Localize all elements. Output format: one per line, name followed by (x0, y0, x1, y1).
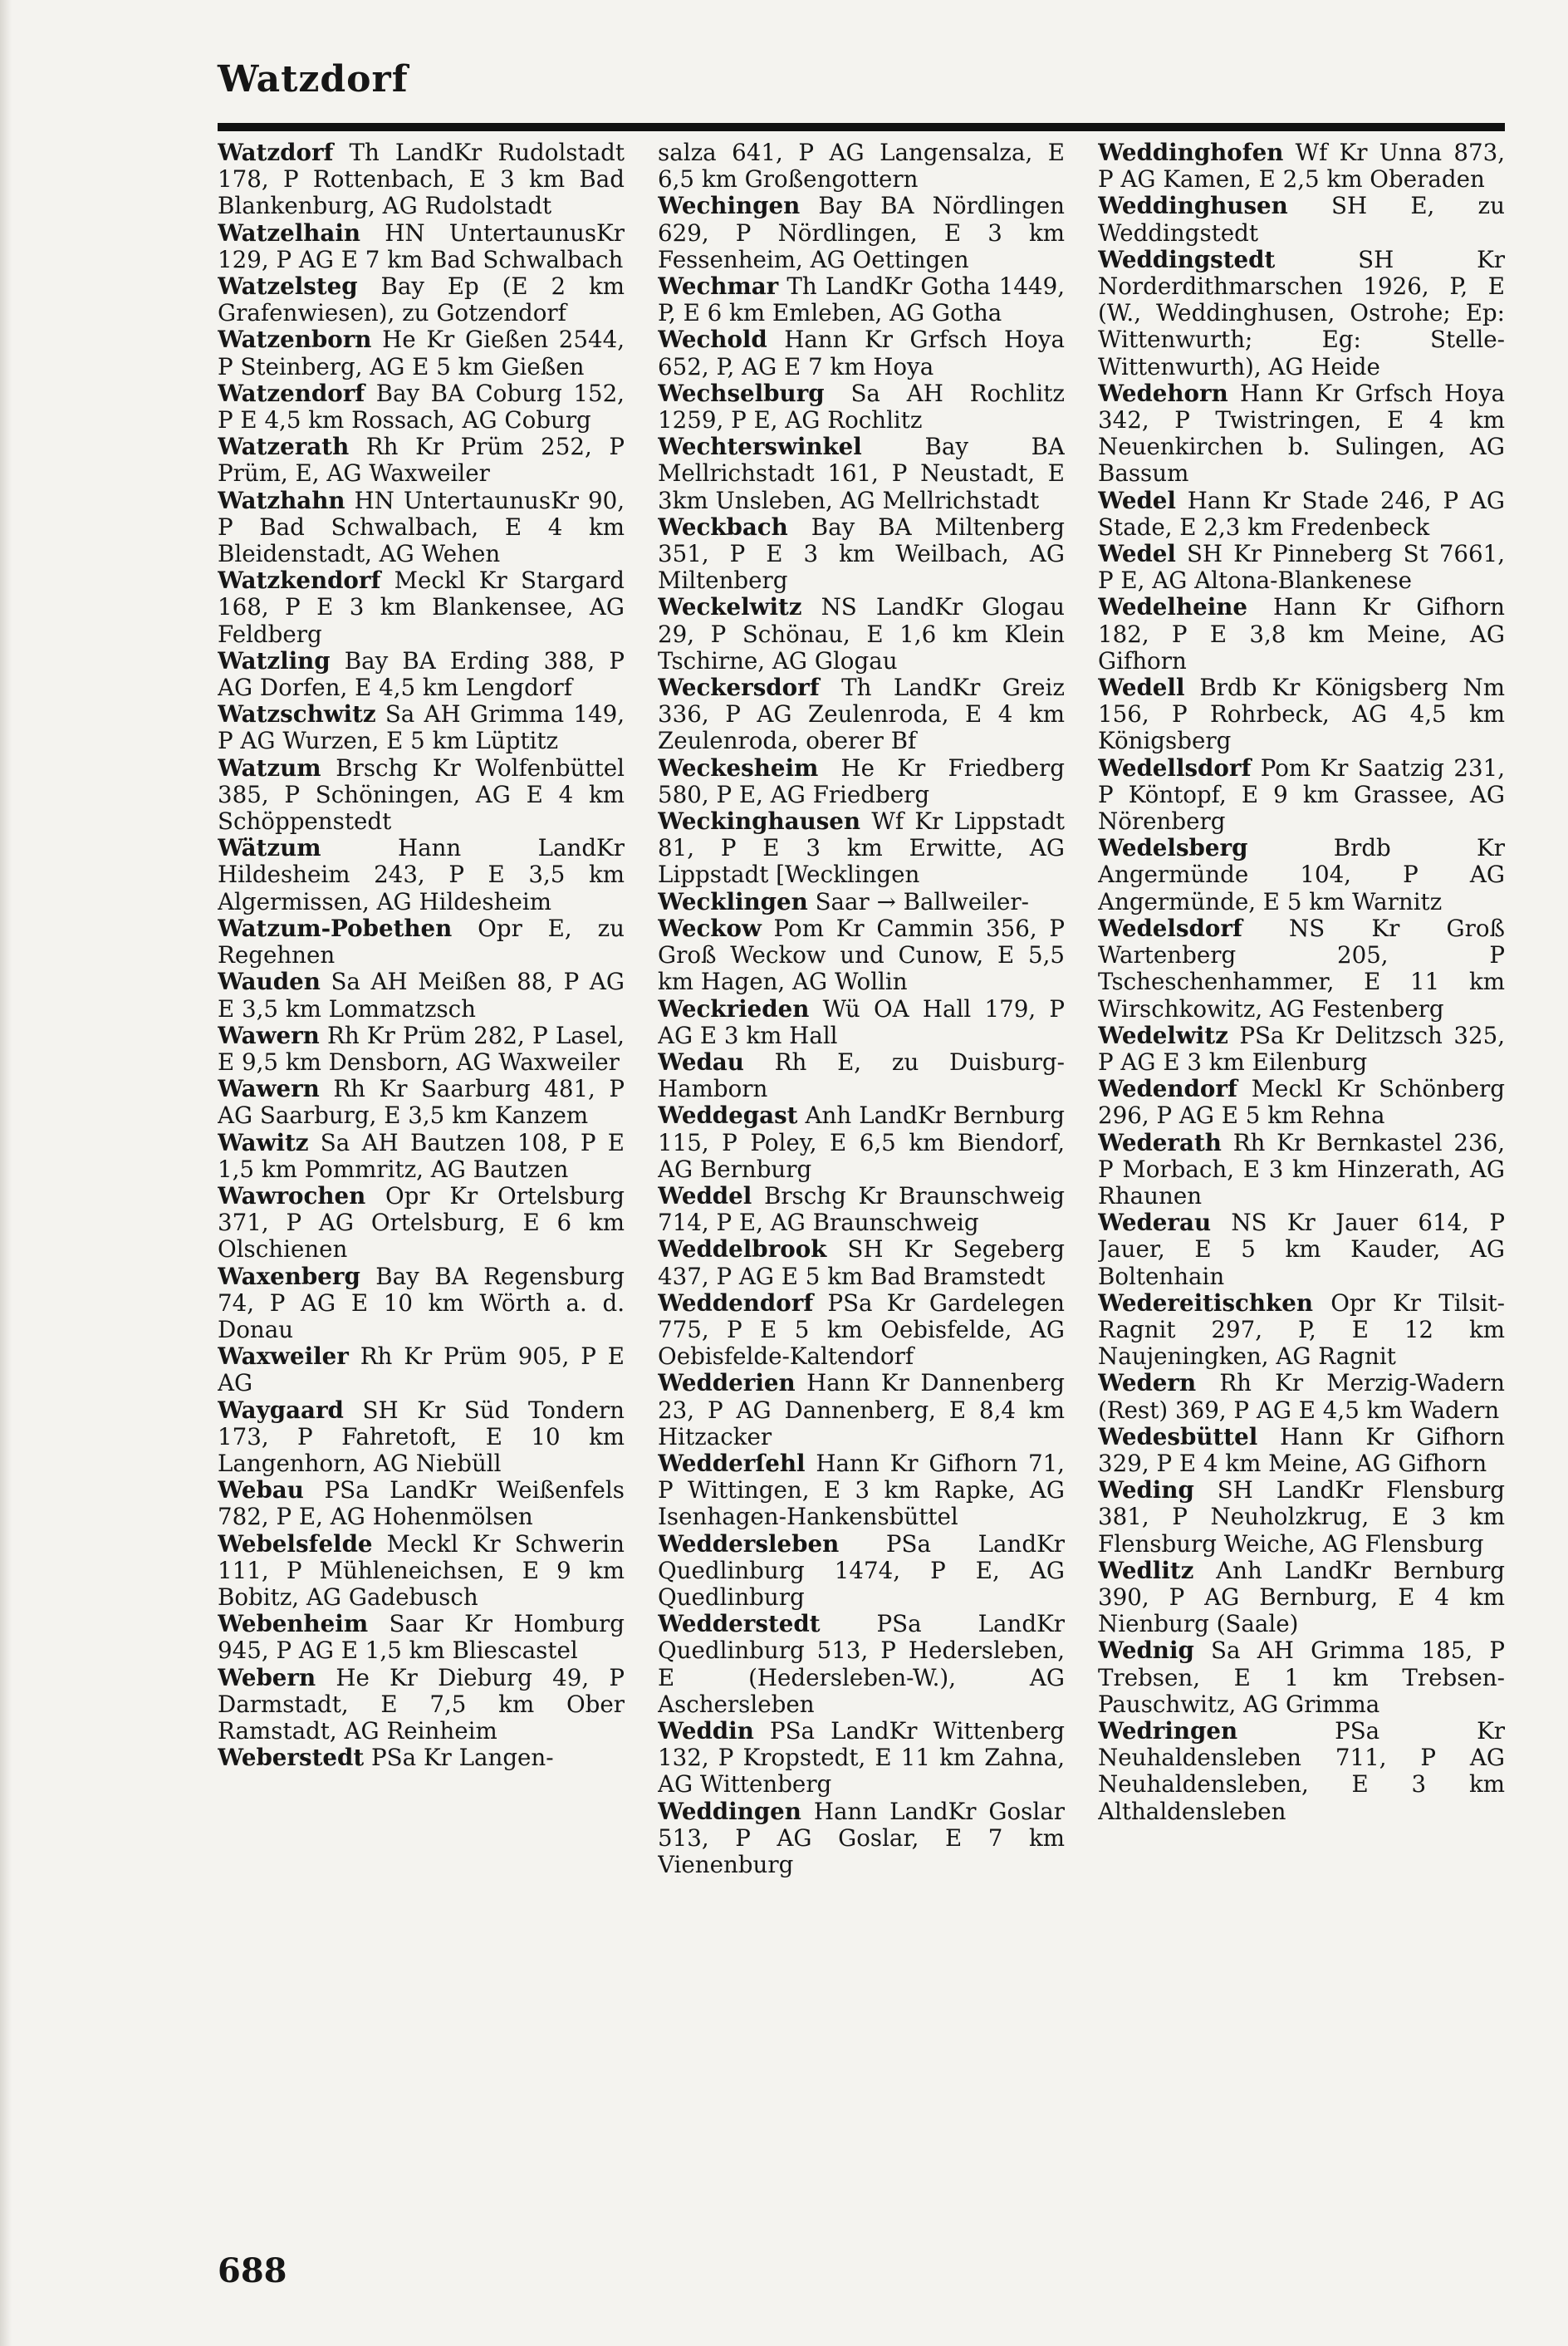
gazetteer-entry (1098, 541, 1505, 594)
entry-details: He Kr Gießen 2544, P Steinberg, AG E 5 km Gießen (218, 326, 625, 380)
entry-details: Bay BA Erding 388, P AG Dorfen, E 4,5 km Lengdorf (218, 646, 625, 702)
entry-details: Hann Kr Stade 246, P AG Stade, E 2,3 km Fredenbeck (1098, 486, 1505, 541)
entry-details: He Kr Friedberg 580, P E, AG Friedberg (658, 753, 1065, 808)
entry-details: Wf Kr Lippstadt 81, P E 3 km Erwitte, AG Lippstadt [Wecklingen (658, 807, 1065, 889)
entry-details: Hann LandKr Hildesheim 243, P E 3,5 km Algermissen, AG Hildesheim (218, 834, 625, 915)
entry-details: Meckl Kr Schwerin 111, P Mühleneichsen, E 9 km Bobitz, AG Gadebusch (218, 1529, 625, 1611)
gazetteer-entry (658, 514, 1065, 595)
entry-details: Sa AH Grimma 185, P Trebsen, E 1 km Trebsen-Pauschwitz, AG Grimma (1098, 1637, 1505, 1718)
gazetteer-entry (658, 889, 1065, 915)
gazetteer-entry (218, 1745, 625, 1771)
entry-headword: Wedel (1098, 540, 1176, 568)
gazetteer-entry (218, 1183, 625, 1264)
gazetteer-entry (658, 915, 1065, 996)
gazetteer-entry (1098, 675, 1505, 755)
gazetteer-entry (1098, 380, 1505, 488)
gazetteer-entry (1098, 1424, 1505, 1477)
gazetteer-entry (658, 1290, 1065, 1371)
entry-details: Th LandKr Rudolstadt 178, P Rottenbach, E 3 km Bad Blankenburg, AG Rudolstadt (218, 140, 625, 220)
entry-headword: Wawern (218, 1021, 320, 1049)
entry-details: Meckl Kr Schönberg 296, P AG E 5 km Rehna (1098, 1075, 1505, 1130)
gazetteer-entry (218, 755, 625, 836)
gazetteer-entry (1098, 193, 1505, 246)
entry-details: Anh LandKr Bernburg 390, P AG Bernburg, E 4 km Nienburg (Saale) (1098, 1556, 1505, 1638)
entry-details: Hann Kr Gifhorn 182, P E 3,8 km Meine, AG Gifhorn (1098, 593, 1505, 675)
entry-details: HN UntertaunusKr 129, P AG E 7 km Bad Schwalbach (218, 218, 625, 273)
gazetteer-entry (1098, 140, 1505, 193)
entry-headword: Wedellsdorf (1098, 753, 1252, 782)
entry-details: Hann Kr Gifhorn 329, P E 4 km Meine, AG Gifhorn (1098, 1422, 1505, 1477)
entry-headword: Wederath (1098, 1128, 1222, 1156)
entry-headword: Wawrochen (218, 1181, 366, 1210)
gazetteer-entry (1098, 835, 1505, 915)
entry-headword: Wecklingen (658, 887, 808, 915)
entry-headword: Weddin (658, 1716, 754, 1745)
entry-details: PSa LandKr Quedlinburg 513, P Hedersleben, E (Hedersleben-W.), AG Aschersleben (658, 1610, 1065, 1718)
entry-details: Sa AH Rochlitz 1259, P E, AG Rochlitz (658, 379, 1065, 434)
entry-headword: Weddegast (658, 1102, 798, 1130)
entry-headword: Watzerath (218, 433, 350, 461)
entry-details: Pom Kr Cammin 356, P Groß Weckow und Cunow, E 5,5 km Hagen, AG Wollin (658, 914, 1065, 996)
entry-headword: Weberstedt (218, 1744, 365, 1772)
entry-details: Brdb Kr Königsberg Nm 156, P Rohrbeck, AG 4,5 km Königsberg (1098, 674, 1505, 755)
entry-headword: Wedendorf (1098, 1075, 1237, 1103)
gazetteer-entry (218, 380, 625, 434)
entry-details: Hann Kr Gifhorn 71, P Wittingen, E 3 km Rapke, AG Isenhagen-Hankensbüttel (658, 1449, 1065, 1531)
header-rule (218, 123, 1505, 131)
gazetteer-entry (658, 675, 1065, 755)
entry-headword: Webern (218, 1663, 316, 1691)
entry-headword: Wechselburg (658, 379, 825, 407)
entry-headword: Webenheim (218, 1610, 369, 1638)
entry-headword: Watzelsteg (218, 272, 358, 301)
gazetteer-entry (218, 1264, 625, 1344)
gazetteer-entry (218, 969, 625, 1022)
entry-details: PSa Kr Gardelegen 775, P E 5 km Oebisfelde, AG Oebisfelde-Kaltendorf (658, 1288, 1065, 1371)
entry-details: Th LandKr Gotha 1449, P, E 6 km Emleben, AG Gotha (658, 272, 1065, 327)
entry-headword: Watzling (218, 646, 331, 675)
gazetteer-entry (218, 434, 625, 487)
gazetteer-entry (1098, 488, 1505, 541)
gazetteer-entry (218, 1611, 625, 1664)
column-1 (218, 140, 625, 2191)
column-2 (658, 140, 1065, 2191)
gazetteer-entry (1098, 1210, 1505, 1290)
entry-details: Sa AH Bautzen 108, P E 1,5 km Pommritz, AG Bautzen (218, 1128, 625, 1183)
entry-headword: Weding (1098, 1476, 1194, 1504)
entry-headword: Weddingstedt (1098, 245, 1276, 273)
entry-headword: Wawitz (218, 1128, 309, 1156)
gazetteer-entry (218, 835, 625, 915)
entry-headword: Wechingen (658, 192, 801, 220)
entry-details: Hann Kr Grfsch Hoya 652, P, AG E 7 km Hoya (658, 326, 1065, 380)
entry-headword: Wedelwitz (1098, 1021, 1228, 1049)
entry-details: Saar Kr Homburg 945, P AG E 1,5 km Bliescastel (218, 1610, 625, 1665)
entry-headword: Wawern (218, 1075, 320, 1103)
gazetteer-entry (658, 1049, 1065, 1102)
gazetteer-entry (658, 380, 1065, 434)
entry-details: Rh Kr Saarburg 481, P AG Saarburg, E 3,5 km Kanzem (218, 1075, 625, 1130)
entry-details: Opr E, zu Regehnen (218, 914, 625, 969)
entry-columns (218, 140, 1505, 2191)
gazetteer-entry (658, 1370, 1065, 1450)
entry-details: Rh Kr Prüm 282, P Lasel, E 9,5 km Densborn, AG Waxweiler (218, 1021, 625, 1076)
gazetteer-entry (218, 1076, 625, 1129)
gazetteer-entry (1098, 594, 1505, 675)
entry-details: PSa LandKr Wittenberg 132, P Kropstedt, E 11 km Zahna, AG Wittenberg (658, 1716, 1065, 1799)
entry-details: SH Kr Segeberg 437, P AG E 5 km Bad Bramstedt (658, 1235, 1065, 1290)
entry-headword: Webelsfelde (218, 1529, 373, 1558)
gazetteer-entry (218, 1477, 625, 1530)
entry-details: Bay BA Coburg 152, P E 4,5 km Rossach, AG Coburg (218, 379, 625, 434)
gazetteer-entry (218, 220, 625, 273)
entry-headword: Waygaard (218, 1396, 344, 1424)
entry-details: PSa Kr Langen- (370, 1744, 554, 1772)
gazetteer-entry (218, 140, 625, 220)
gazetteer-entry (1098, 1076, 1505, 1129)
entry-details: NS Kr Jauer 614, P Jauer, E 5 km Kauder, AG Boltenhain (1098, 1209, 1505, 1290)
gazetteer-entry (218, 648, 625, 701)
entry-headword: Weddinghusen (1098, 192, 1288, 220)
gazetteer-entry (658, 594, 1065, 675)
entry-details: SH LandKr Flensburg 381, P Neuholzkrug, E 3 km Flensburg Weiche, AG Flensburg (1098, 1476, 1505, 1558)
entry-headword: Weckow (658, 914, 762, 942)
entry-details: Bay BA Mellrichstadt 161, P Neustadt, E 3km Unsleben, AG Mellrichstadt (658, 433, 1065, 514)
entry-headword: Wedderstedt (658, 1610, 821, 1638)
gazetteer-entry (218, 273, 625, 326)
entry-details: SH E, zu Weddingstedt (1098, 192, 1505, 247)
entry-headword: Watzkendorf (218, 567, 381, 595)
gazetteer-entry (218, 326, 625, 380)
gazetteer-entry (218, 1531, 625, 1612)
gazetteer-entry (658, 1102, 1065, 1183)
gazetteer-entry (1098, 247, 1505, 380)
gazetteer-entry (218, 1343, 625, 1396)
entry-headword: Wedehorn (1098, 379, 1228, 407)
gazetteer-entry (218, 701, 625, 754)
entry-headword: Wedau (658, 1048, 744, 1076)
entry-details: Brschg Kr Wolfenbüttel 385, P Schöningen, AG E 4 km Schöppenstedt (218, 753, 625, 836)
entry-headword: Webau (218, 1476, 304, 1504)
gazetteer-entry (1098, 1477, 1505, 1558)
entry-details: Opr Kr Ortelsburg 371, P AG Ortelsburg, E 6 km Olschienen (218, 1181, 625, 1264)
entry-details: Pom Kr Saatzig 231, P Köntopf, E 9 km Grassee, AG Nörenberg (1098, 753, 1505, 836)
gazetteer-entry (1098, 1023, 1505, 1076)
entry-details: Rh Kr Prüm 905, P E AG (218, 1342, 625, 1397)
entry-details: Th LandKr Greiz 336, P AG Zeulenroda, E 4 km Zeulenroda, oberer Bf (658, 674, 1065, 755)
entry-headword: Watzhahn (218, 486, 345, 514)
entry-headword: Weckrieden (658, 994, 810, 1023)
gazetteer-entry (658, 434, 1065, 514)
gazetteer-entry (658, 326, 1065, 380)
entry-headword: Weddelbrook (658, 1235, 827, 1264)
entry-details: Bay BA Regensburg 74, P AG E 10 km Wörth a. d. Donau (218, 1262, 625, 1343)
entry-details: NS LandKr Glogau 29, P Schönau, E 1,6 km Klein Tschirne, AG Glogau (658, 593, 1065, 675)
gazetteer-entry (218, 1130, 625, 1183)
entry-details: HN UntertaunusKr 90, P Bad Schwalbach, E 4 km Bleidenstadt, AG Wehen (218, 486, 625, 568)
gazetteer-entry (658, 1450, 1065, 1531)
entry-headword: Watzendorf (218, 379, 365, 407)
entry-headword: Watzum-Pobethen (218, 914, 453, 942)
entry-headword: Waxenberg (218, 1262, 360, 1290)
entry-headword: Wedesbüttel (1098, 1422, 1258, 1450)
entry-details: SH Kr Norderdithmarschen 1926, P, E (W., Weddinghusen, Ostrohe; Ep: Wittenwurth; Eg: Stelle-Wittenwurth), AG Heide (1098, 245, 1505, 380)
entry-headword: Watzum (218, 753, 321, 782)
entry-details: NS Kr Groß Wartenberg 205, P Tscheschenhammer, E 11 km Wirschkowitz, AG Festenberg (1098, 914, 1505, 1023)
entry-headword: Wednig (1098, 1637, 1194, 1665)
entry-details: Rh E, zu Duisburg-Hamborn (658, 1048, 1065, 1103)
entry-details: PSa LandKr Weißenfels 782, P E, AG Hohenmölsen (218, 1476, 625, 1531)
gazetteer-entry (658, 140, 1065, 193)
gazetteer-entry (1098, 1558, 1505, 1638)
entry-details: Brschg Kr Braunschweig 714, P E, AG Braunschweig (658, 1181, 1065, 1237)
column-3 (1098, 140, 1505, 2191)
gazetteer-entry (1098, 1370, 1505, 1423)
entry-headword: Wauden (218, 968, 321, 996)
entry-headword: Wedereitischken (1098, 1288, 1313, 1317)
entry-headword: Weckelwitz (658, 593, 802, 621)
entry-headword: Weddersleben (658, 1529, 840, 1558)
entry-details: salza 641, P AG Langensalza, E 6,5 km Großengottern (658, 140, 1065, 194)
entry-details: Saar → Ballweiler- (815, 887, 1029, 915)
entry-headword: Weddel (658, 1181, 752, 1210)
running-head: Watzdorf (218, 58, 409, 101)
entry-headword: Weckinghausen (658, 807, 861, 836)
entry-headword: Wechterswinkel (658, 433, 862, 461)
entry-details: SH Kr Pinneberg St 7661, P E, AG Altona-Blankenese (1098, 540, 1505, 595)
entry-details: Sa AH Meißen 88, P AG E 3,5 km Lommatzsch (218, 968, 625, 1023)
entry-headword: Watzdorf (218, 140, 334, 166)
entry-headword: Wederau (1098, 1209, 1212, 1237)
entry-headword: Wedelsdorf (1098, 914, 1242, 942)
entry-details: Bay BA Miltenberg 351, P E 3 km Weilbach, AG Miltenberg (658, 513, 1065, 595)
entry-details: Opr Kr Tilsit-Ragnit 297, P, E 12 km Naujeningken, AG Ragnit (1098, 1288, 1505, 1371)
entry-details: PSa Kr Neuhaldensleben 711, P AG Neuhaldensleben, E 3 km Althaldensleben (1098, 1716, 1505, 1825)
entry-headword: Watzelhain (218, 218, 360, 247)
entry-details: Meckl Kr Stargard 168, P E 3 km Blankensee, AG Feldberg (218, 567, 625, 648)
gazetteer-entry (658, 193, 1065, 273)
entry-headword: Weckbach (658, 513, 788, 541)
entry-headword: Watzschwitz (218, 700, 376, 729)
entry-details: Rh Kr Bernkastel 236, P Morbach, E 3 km Hinzerath, AG Rhaunen (1098, 1128, 1505, 1210)
entry-details: SH Kr Süd Tondern 173, P Fahretoft, E 10 km Langenhorn, AG Niebüll (218, 1396, 625, 1477)
gazetteer-entry (658, 1799, 1065, 1879)
entry-headword: Wedel (1098, 486, 1176, 514)
page-binding-edge (0, 0, 12, 2346)
entry-details: Bay Ep (E 2 km Grafenwiesen), zu Gotzendorf (218, 272, 625, 327)
entry-details: Wf Kr Unna 873, P AG Kamen, E 2,5 km Oberaden (1098, 140, 1505, 194)
entry-headword: Wedell (1098, 674, 1185, 702)
entry-details: Hann Kr Grfsch Hoya 342, P Twistringen, E 4 km Neuenkirchen b. Sulingen, AG Bassum (1098, 379, 1505, 488)
gazetteer-entry (1098, 915, 1505, 1023)
entry-headword: Weckersdorf (658, 674, 820, 702)
entry-headword: Weddendorf (658, 1288, 814, 1317)
entry-headword: Wätzum (218, 834, 321, 862)
entry-headword: Wedern (1098, 1369, 1197, 1397)
entry-details: PSa LandKr Quedlinburg 1474, P E, AG Quedlinburg (658, 1529, 1065, 1611)
gazetteer-entry (218, 915, 625, 969)
gazetteer-entry (658, 273, 1065, 326)
entry-headword: Waxweiler (218, 1342, 349, 1371)
entry-headword: Watzenborn (218, 326, 372, 354)
entry-details: Wü OA Hall 179, P AG E 3 km Hall (658, 994, 1065, 1049)
entry-headword: Wechmar (658, 272, 779, 301)
gazetteer-entry (1098, 755, 1505, 836)
entry-headword: Weddingen (658, 1797, 801, 1825)
entry-details: Rh Kr Prüm 252, P Prüm, E, AG Waxweiler (218, 433, 625, 488)
gazetteer-entry (658, 1531, 1065, 1612)
gazetteer-entry (218, 1665, 625, 1745)
gazetteer-entry (218, 488, 625, 568)
entry-headword: Weckesheim (658, 753, 819, 782)
gazetteer-entry (658, 996, 1065, 1049)
gazetteer-entry (218, 567, 625, 648)
entry-details: Sa AH Grimma 149, P AG Wurzen, E 5 km Lüptitz (218, 700, 625, 755)
entry-details: Brdb Kr Angermünde 104, P AG Angermünde, E 5 km Warnitz (1098, 834, 1505, 915)
entry-details: Rh Kr Merzig-Wadern (Rest) 369, P AG E 4,5 km Wadern (1098, 1369, 1505, 1424)
gazetteer-entry (1098, 1290, 1505, 1371)
gazetteer-entry (658, 1718, 1065, 1799)
entry-headword: Wechold (658, 326, 767, 354)
entry-headword: Wedlitz (1098, 1556, 1194, 1584)
gazetteer-entry (658, 755, 1065, 808)
entry-details: Bay BA Nördlingen 629, P Nördlingen, E 3 km Fessenheim, AG Oettingen (658, 192, 1065, 273)
gazetteer-entry (658, 1183, 1065, 1236)
gazetteer-entry (1098, 1637, 1505, 1718)
entry-details: Hann Kr Dannenberg 23, P AG Dannenberg, E 8,4 km Hitzacker (658, 1369, 1065, 1450)
entry-details: He Kr Dieburg 49, P Darmstadt, E 7,5 km Ober Ramstadt, AG Reinheim (218, 1663, 625, 1745)
entry-details: Hann LandKr Goslar 513, P AG Goslar, E 7 km Vienenburg (658, 1797, 1065, 1878)
entry-headword: Weddinghofen (1098, 140, 1284, 166)
entry-details: PSa Kr Delitzsch 325, P AG E 3 km Eilenburg (1098, 1021, 1505, 1076)
entry-headword: Wedderſehl (658, 1449, 806, 1477)
entry-headword: Wedelsberg (1098, 834, 1248, 862)
page-number: 688 (218, 2251, 287, 2290)
gazetteer-entry (658, 1611, 1065, 1718)
entry-details: Anh LandKr Bernburg 115, P Poley, E 6,5 km Biendorf, AG Bernburg (658, 1102, 1065, 1183)
entry-headword: Wedderien (658, 1369, 796, 1397)
gazetteer-entry (658, 808, 1065, 889)
entry-headword: Wedringen (1098, 1716, 1238, 1745)
gazetteer-entry (1098, 1130, 1505, 1210)
gazetteer-entry (218, 1023, 625, 1076)
gazetteer-entry (658, 1236, 1065, 1289)
gazetteer-entry (218, 1397, 625, 1478)
gazetteer-entry (1098, 1718, 1505, 1825)
entry-headword: Wedelheine (1098, 593, 1247, 621)
